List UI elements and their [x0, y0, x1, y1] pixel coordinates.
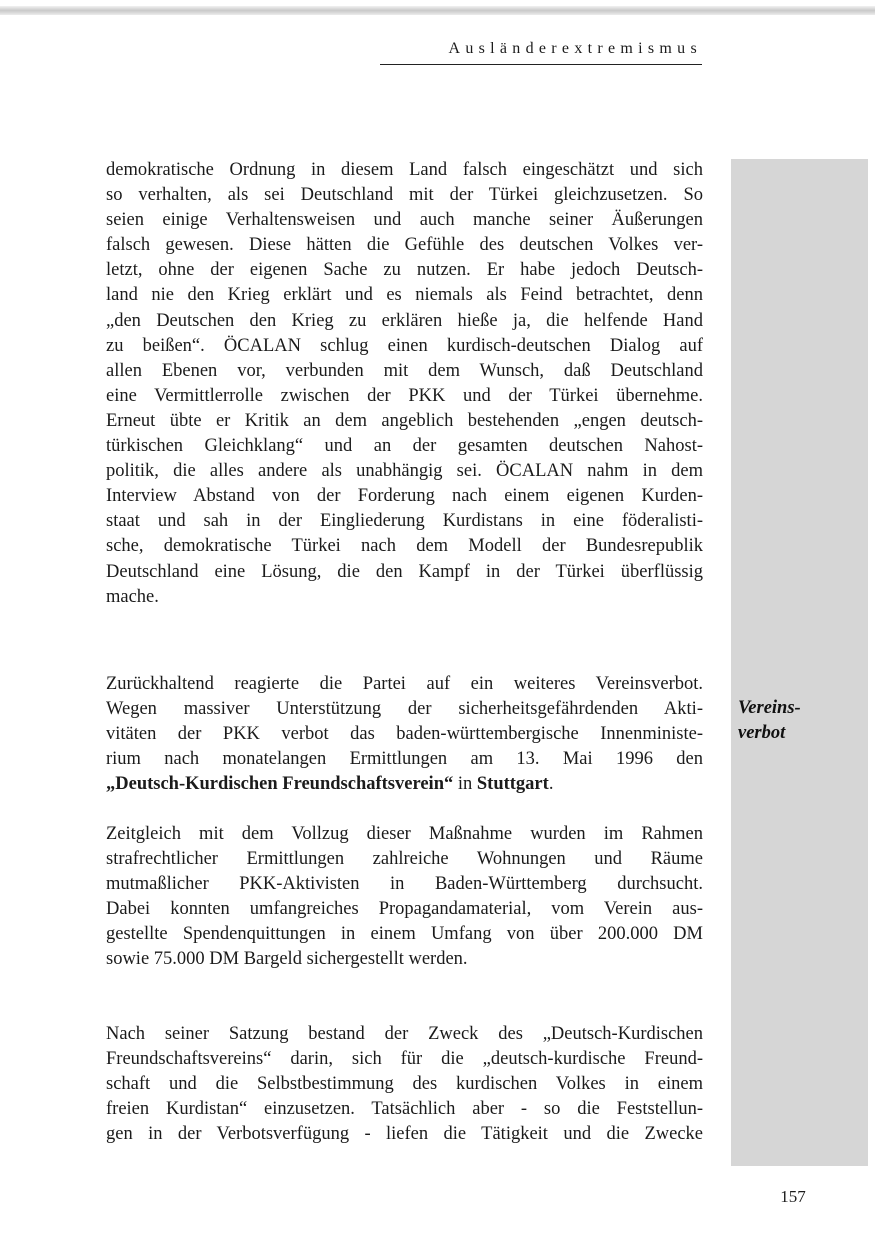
text-line: schaft und die Selbstbestimmung des kurdischen Volkes in einem	[106, 1074, 703, 1095]
text-line: Nach seiner Satzung bestand der Zweck des „Deutsch-Kurdischen	[106, 1024, 703, 1044]
margin-note-line: verbot	[738, 723, 786, 743]
text-line: falsch gewesen. Diese hätten die Gefühle des deutschen Volkes ver-	[106, 235, 703, 256]
top-scan-border	[0, 6, 875, 15]
text-line: Wegen massiver Unterstützung der sicherheitsgefährdenden Akti-	[106, 699, 703, 720]
paragraph-1	[106, 158, 703, 610]
text-line: gestellte Spendenquittungen in einem Umfang von über 200.000 DM	[106, 924, 703, 945]
text-line: Freundschaftsvereins“ darin, sich für die „deutsch-kurdische Freund-	[106, 1049, 703, 1070]
text-line: land nie den Krieg erklärt und es niemals als Feind betrachtet, denn	[106, 285, 703, 306]
text-line: Zurückhaltend reagierte die Partei auf ein weiteres Vereinsverbot.	[106, 674, 703, 694]
margin-column	[731, 159, 868, 1166]
running-head: Ausländerextremismus	[448, 40, 702, 57]
text-line: eine Vermittlerrolle zwischen der PKK und der Türkei übernehme.	[106, 385, 703, 406]
text-line	[106, 772, 703, 797]
text-line: Deutschland eine Lösung, die den Kampf in der Türkei überflüssig	[106, 561, 703, 582]
text-line: sowie 75.000 DM Bargeld sichergestellt werden.	[106, 949, 468, 970]
text-line: türkischen Gleichklang“ und an der gesamten deutschen Nahost-	[106, 436, 703, 457]
text-line: gen in der Verbotsverfügung - liefen die Tätigkeit und die Zwecke	[106, 1124, 703, 1145]
text-line: politik, die alles andere als unabhängig sei. ÖCALAN nahm in dem	[106, 461, 703, 482]
text-line: vitäten der PKK verbot das baden-württembergische Innenministe-	[106, 724, 703, 745]
text-line: Dabei konnten umfangreiches Propagandamaterial, vom Verein aus-	[106, 899, 703, 920]
text-line: zu beißen“. ÖCALAN schlug einen kurdisch-deutschen Dialog auf	[106, 335, 703, 356]
text-line: Interview Abstand von der Forderung nach einem eigenen Kurden-	[106, 486, 703, 507]
paragraph-3	[106, 822, 703, 973]
sentence-end: .	[548, 774, 554, 795]
running-head-rule	[380, 64, 702, 65]
text-line: mutmaßlicher PKK-Aktivisten in Baden-Württemberg durchsucht.	[106, 874, 703, 895]
text-line: Zeitgleich mit dem Vollzug dieser Maßnahme wurden im Rahmen	[106, 824, 703, 844]
text-line: freien Kurdistan“ einzusetzen. Tatsächlich aber - so die Feststellun-	[106, 1099, 703, 1120]
city-name: Stuttgart	[476, 774, 549, 795]
text-line: seien einige Verhaltensweisen und auch manche seiner Äußerungen	[106, 210, 703, 231]
paragraph-2	[106, 672, 703, 797]
page-number: 157	[780, 1187, 806, 1206]
margin-note-vereinsverbot	[738, 696, 863, 746]
association-name: „Deutsch-Kurdischen Freundschaftsverein“	[106, 774, 454, 795]
text-line: mache.	[106, 586, 159, 607]
text-connector: in	[453, 774, 477, 795]
text-line: sche, demokratische Türkei nach dem Modell der Bundesrepublik	[106, 536, 703, 557]
text-line: so verhalten, als sei Deutschland mit der Türkei gleichzusetzen. So	[106, 185, 703, 206]
text-line: letzt, ohne der eigenen Sache zu nutzen. Er habe jedoch Deutsch-	[106, 260, 703, 281]
text-line: allen Ebenen vor, verbunden mit dem Wunsch, daß Deutschland	[106, 360, 703, 381]
paragraph-4	[106, 1022, 703, 1147]
text-line: demokratische Ordnung in diesem Land falsch eingeschätzt und sich	[106, 160, 703, 180]
text-line: rium nach monatelangen Ermittlungen am 13. Mai 1996 den	[106, 749, 703, 770]
margin-note-line: Vereins-	[738, 698, 801, 718]
text-line: Erneut übte er Kritik an dem angeblich bestehenden „engen deutsch-	[106, 410, 703, 431]
text-line: „den Deutschen den Krieg zu erklären hieße ja, die helfende Hand	[106, 310, 703, 331]
text-line: strafrechtlicher Ermittlungen zahlreiche Wohnungen und Räume	[106, 849, 703, 870]
text-line: staat und sah in der Eingliederung Kurdistans in eine föderalisti-	[106, 511, 703, 532]
